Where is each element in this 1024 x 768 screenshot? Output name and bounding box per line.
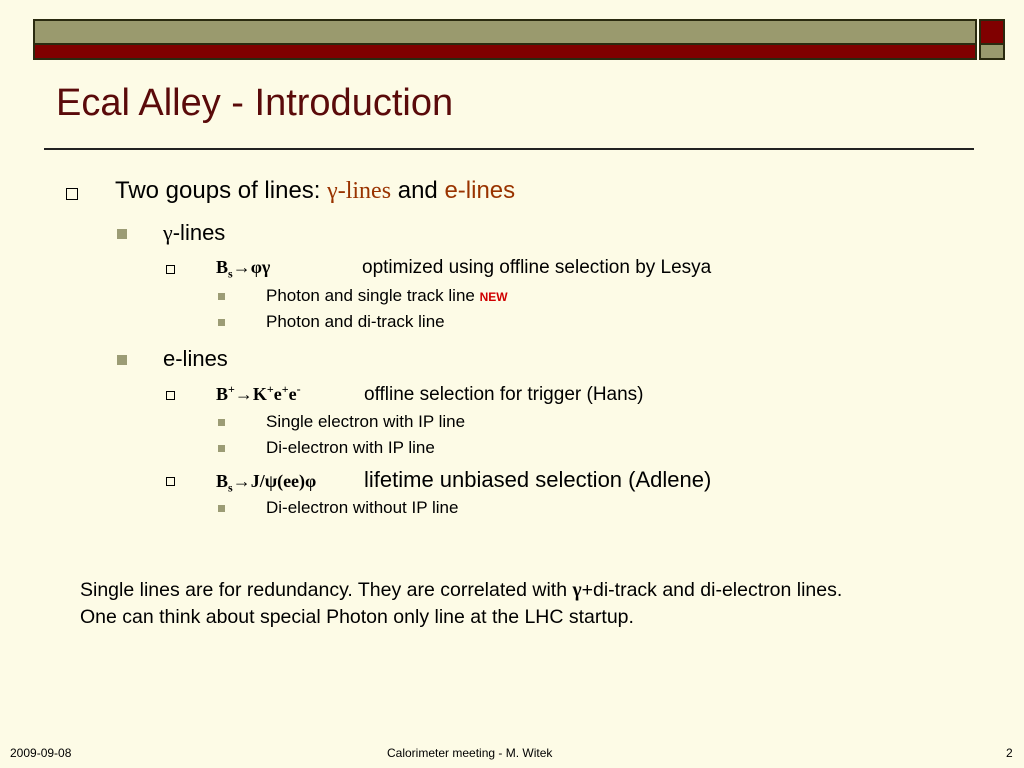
- new-badge: NEW: [479, 290, 508, 304]
- small-square-bullet-icon: [218, 419, 225, 426]
- title-divider: [44, 148, 974, 150]
- decay-bs-phigamma: [216, 257, 711, 282]
- hollow-square-bullet-icon: [166, 265, 175, 274]
- e-lines-label: e-lines: [444, 177, 516, 204]
- decay-description: optimized using offline selection by Lesya: [362, 257, 712, 278]
- decay-formula: $B_s\to\varphi\gamma$: [216, 257, 271, 281]
- and-text: and: [391, 177, 445, 204]
- list-item: [266, 286, 508, 306]
- hollow-square-bullet-icon: [166, 477, 175, 486]
- bullet-two-groups: [115, 177, 515, 205]
- gamma-heading-text: -lines: [172, 220, 226, 245]
- header-square-red: [979, 19, 1005, 45]
- header-bar-red: [33, 45, 977, 60]
- decay-bs-jpsiphi: [216, 467, 711, 496]
- list-item: Di-electron with IP line: [266, 438, 435, 457]
- footer-date: 2009-09-08: [10, 746, 72, 760]
- small-square-bullet-icon: [218, 319, 225, 326]
- header-square-olive: [979, 45, 1005, 60]
- hollow-square-bullet-icon: [166, 391, 175, 400]
- gamma-symbol: γ: [163, 220, 173, 245]
- gamma-lines-label: γ-lines: [327, 178, 392, 204]
- slide-title: Ecal Alley - Introduction: [56, 82, 454, 124]
- decay-formula: B+→K+e+e-: [216, 382, 301, 404]
- hollow-square-bullet-icon: [66, 188, 78, 200]
- footer-center: Calorimeter meeting - M. Witek: [387, 746, 553, 760]
- summary-line-2: One can think about special Photon only line at the LHC startup.: [80, 606, 634, 628]
- two-groups-text: Two goups of lines:: [115, 177, 328, 204]
- decay-formula: $B_s\to J/\psi(ee)\varphi$: [216, 471, 317, 495]
- small-square-bullet-icon: [218, 445, 225, 452]
- small-square-bullet-icon: [218, 505, 225, 512]
- summary-paragraph: [80, 577, 842, 631]
- decay-description: offline selection for trigger (Hans): [364, 384, 644, 405]
- footer-page-number: 2: [1006, 746, 1013, 760]
- list-item: Single electron with IP line: [266, 412, 466, 431]
- solid-square-bullet-icon: [117, 229, 127, 239]
- list-item: Photon and di-track line: [266, 312, 445, 331]
- e-lines-heading: e-lines: [163, 346, 228, 371]
- decay-bkee: [216, 382, 644, 406]
- small-square-bullet-icon: [218, 293, 225, 300]
- summary-line-1: Single lines are for redundancy. They are correlated with γ+di-track and di-electron lines.: [80, 579, 843, 601]
- gamma-lines-heading: [163, 220, 225, 246]
- decay-description: lifetime unbiased selection (Adlene): [364, 467, 712, 492]
- header-bar-olive: [33, 19, 977, 45]
- list-item: Di-electron without IP line: [266, 498, 459, 517]
- solid-square-bullet-icon: [117, 355, 127, 365]
- photon-single-track-text: Photon and single track line: [266, 286, 480, 305]
